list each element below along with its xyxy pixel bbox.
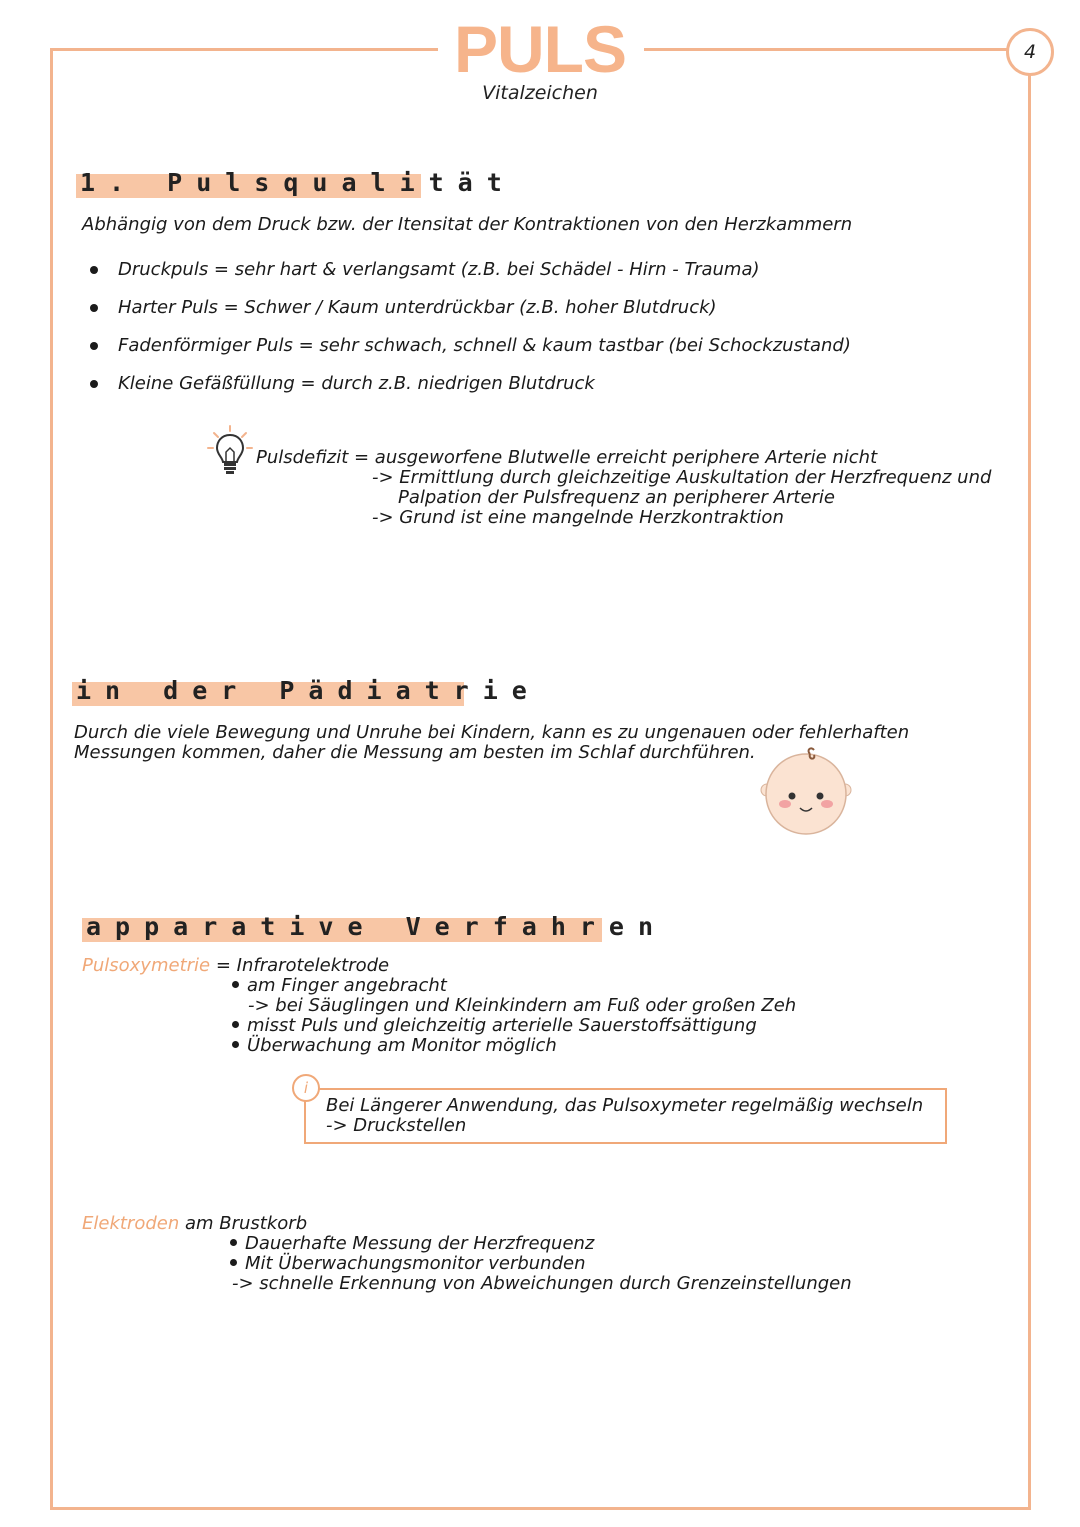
frame-right xyxy=(1028,60,1031,1510)
list-item: misst Puls und gleichzeitig arterielle Sauerstoffsättigung xyxy=(247,1015,757,1036)
list-item: Überwachung am Monitor möglich xyxy=(247,1035,557,1056)
pediatrics-text: Durch die viele Bewegung und Unruhe bei Kindern, kann es zu ungenauen oder fehlerhaften Messungen kommen, daher die Messung am besten im Schlaf durchführen. xyxy=(74,722,910,763)
info-box-text: Bei Längerer Anwendung, das Pulsoxymeter regelmäßig wechseln -> Druckstellen xyxy=(326,1095,924,1136)
list-item: am Finger angebracht xyxy=(247,975,447,996)
list-item: Mit Überwachungsmonitor verbunden xyxy=(245,1253,586,1274)
electrodes-block xyxy=(82,1214,852,1294)
baby-face-icon xyxy=(758,744,854,836)
tip-line: -> Ermittlung durch gleichzeitige Auskultation der Herzfrequenz und xyxy=(372,467,992,488)
section-heading-text: 1. Pulsqualität xyxy=(80,168,516,197)
list-item: Druckpuls = sehr hart & verlangsamt (z.B. bei Schädel - Hirn - Trauma) xyxy=(90,256,851,294)
section-heading-text: in der Pädiatrie xyxy=(76,676,541,705)
pulsoxymetry-definition: = Infrarotelektrode xyxy=(210,955,390,976)
list-item: Kleine Gefäßfüllung = durch z.B. niedrigen Blutdruck xyxy=(90,370,851,408)
section-heading-paediatrie xyxy=(76,676,541,705)
list-item-note: -> bei Säuglingen und Kleinkindern am Fuß oder großen Zeh xyxy=(248,995,797,1016)
electrodes-definition: am Brustkorb xyxy=(179,1213,308,1234)
list-item: Dauerhafte Messung der Herzfrequenz xyxy=(245,1233,595,1254)
pulsoxymetry-block xyxy=(82,956,796,1056)
section-heading-pulsqualitaet xyxy=(80,168,516,197)
section-intro: Abhängig von dem Druck bzw. der Itensitat der Kontraktionen von den Herzkammern xyxy=(82,214,853,235)
list-item: Fadenförmiger Puls = sehr schwach, schnell & kaum tastbar (bei Schockzustand) xyxy=(90,332,851,370)
section-heading-text: apparative Verfahren xyxy=(86,912,668,941)
section-heading-apparative-verfahren xyxy=(86,912,667,941)
tip-text xyxy=(256,448,991,528)
frame-bottom xyxy=(50,1507,1031,1510)
page-number-badge: 4 xyxy=(1006,28,1054,76)
pulse-quality-list xyxy=(90,256,851,408)
list-item-note: -> schnelle Erkennung von Abweichungen durch Grenzeinstellungen xyxy=(232,1273,852,1294)
frame-left xyxy=(50,48,53,1510)
page-subtitle: Vitalzeichen xyxy=(482,82,598,104)
page-title: PULS xyxy=(453,12,627,86)
tip-line: Pulsdefizit = ausgeworfene Blutwelle erreicht periphere Arterie nicht xyxy=(256,447,878,468)
list-item: Harter Puls = Schwer / Kaum unterdrückbar (z.B. hoher Blutdruck) xyxy=(90,294,851,332)
pulsoxymetry-term: Pulsoxymetrie xyxy=(82,955,211,976)
tip-line: -> Grund ist eine mangelnde Herzkontraktion xyxy=(372,507,784,528)
tip-line: Palpation der Pulsfrequenz an peripherer Arterie xyxy=(398,487,835,508)
info-icon: i xyxy=(292,1074,320,1102)
lightbulb-icon xyxy=(206,424,254,480)
electrodes-term: Elektroden xyxy=(82,1213,180,1234)
